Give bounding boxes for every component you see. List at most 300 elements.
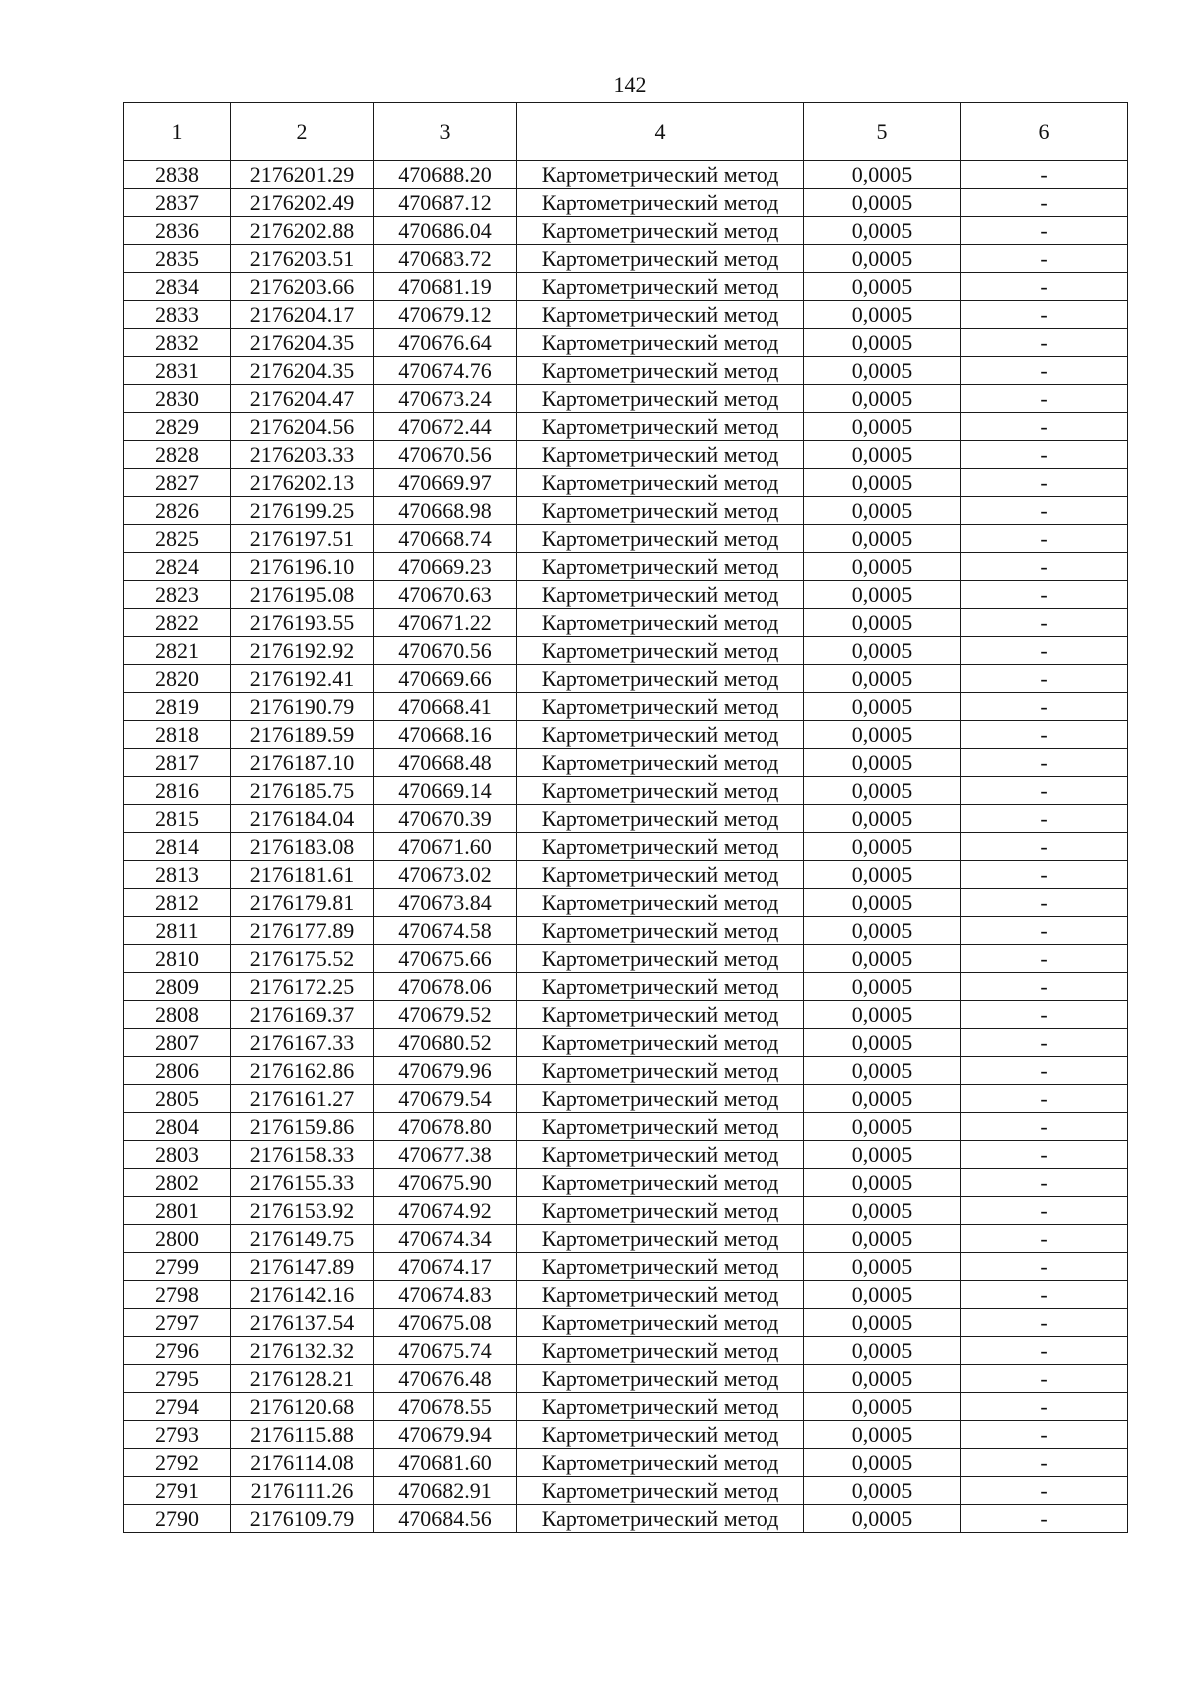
table-row [124, 973, 1128, 1001]
accuracy-cell: 0,0005 [804, 1393, 961, 1421]
accuracy-cell: 0,0005 [804, 329, 961, 357]
note-cell: - [961, 721, 1128, 749]
x-coordinate-cell: 2176204.35 [231, 357, 374, 385]
point-number-cell: 2837 [124, 189, 231, 217]
point-number-cell: 2824 [124, 553, 231, 581]
table-row [124, 693, 1128, 721]
note-cell: - [961, 1001, 1128, 1029]
y-coordinate-cell: 470668.16 [374, 721, 517, 749]
point-number-cell: 2790 [124, 1505, 231, 1533]
table-header [124, 103, 1128, 161]
table-row [124, 917, 1128, 945]
x-coordinate-cell: 2176193.55 [231, 609, 374, 637]
y-coordinate-cell: 470679.54 [374, 1085, 517, 1113]
coordinates-table [123, 102, 1128, 1533]
y-coordinate-cell: 470679.94 [374, 1421, 517, 1449]
note-cell: - [961, 189, 1128, 217]
x-coordinate-cell: 2176155.33 [231, 1169, 374, 1197]
x-coordinate-cell: 2176158.33 [231, 1141, 374, 1169]
accuracy-cell: 0,0005 [804, 1001, 961, 1029]
method-cell: Картометрический метод [517, 1057, 804, 1085]
table-row [124, 1029, 1128, 1057]
method-cell: Картометрический метод [517, 1029, 804, 1057]
y-coordinate-cell: 470687.12 [374, 189, 517, 217]
accuracy-cell: 0,0005 [804, 1113, 961, 1141]
accuracy-cell: 0,0005 [804, 721, 961, 749]
table-row [124, 1169, 1128, 1197]
point-number-cell: 2791 [124, 1477, 231, 1505]
column-header-6: 6 [961, 103, 1128, 161]
accuracy-cell: 0,0005 [804, 385, 961, 413]
method-cell: Картометрический метод [517, 1337, 804, 1365]
y-coordinate-cell: 470676.48 [374, 1365, 517, 1393]
table-row [124, 637, 1128, 665]
x-coordinate-cell: 2176203.66 [231, 273, 374, 301]
note-cell: - [961, 1449, 1128, 1477]
note-cell: - [961, 1057, 1128, 1085]
y-coordinate-cell: 470682.91 [374, 1477, 517, 1505]
table-row [124, 441, 1128, 469]
note-cell: - [961, 749, 1128, 777]
accuracy-cell: 0,0005 [804, 1253, 961, 1281]
point-number-cell: 2833 [124, 301, 231, 329]
method-cell: Картометрический метод [517, 1505, 804, 1533]
accuracy-cell: 0,0005 [804, 609, 961, 637]
x-coordinate-cell: 2176153.92 [231, 1197, 374, 1225]
point-number-cell: 2815 [124, 805, 231, 833]
accuracy-cell: 0,0005 [804, 861, 961, 889]
note-cell: - [961, 833, 1128, 861]
table-row [124, 1253, 1128, 1281]
y-coordinate-cell: 470677.38 [374, 1141, 517, 1169]
note-cell: - [961, 385, 1128, 413]
table-row [124, 609, 1128, 637]
header-row [124, 103, 1128, 161]
note-cell: - [961, 777, 1128, 805]
method-cell: Картометрический метод [517, 637, 804, 665]
x-coordinate-cell: 2176196.10 [231, 553, 374, 581]
method-cell: Картометрический метод [517, 469, 804, 497]
y-coordinate-cell: 470678.06 [374, 973, 517, 1001]
x-coordinate-cell: 2176162.86 [231, 1057, 374, 1085]
accuracy-cell: 0,0005 [804, 553, 961, 581]
method-cell: Картометрический метод [517, 1113, 804, 1141]
method-cell: Картометрический метод [517, 301, 804, 329]
accuracy-cell: 0,0005 [804, 1141, 961, 1169]
note-cell: - [961, 973, 1128, 1001]
column-header-3: 3 [374, 103, 517, 161]
point-number-cell: 2825 [124, 525, 231, 553]
note-cell: - [961, 609, 1128, 637]
note-cell: - [961, 1477, 1128, 1505]
method-cell: Картометрический метод [517, 1253, 804, 1281]
y-coordinate-cell: 470688.20 [374, 161, 517, 189]
note-cell: - [961, 889, 1128, 917]
table-row [124, 245, 1128, 273]
note-cell: - [961, 273, 1128, 301]
x-coordinate-cell: 2176132.32 [231, 1337, 374, 1365]
note-cell: - [961, 1197, 1128, 1225]
point-number-cell: 2817 [124, 749, 231, 777]
point-number-cell: 2811 [124, 917, 231, 945]
column-header-5: 5 [804, 103, 961, 161]
table-row [124, 1505, 1128, 1533]
table-row [124, 1001, 1128, 1029]
x-coordinate-cell: 2176167.33 [231, 1029, 374, 1057]
column-header-2: 2 [231, 103, 374, 161]
table-row [124, 1337, 1128, 1365]
accuracy-cell: 0,0005 [804, 1421, 961, 1449]
method-cell: Картометрический метод [517, 497, 804, 525]
accuracy-cell: 0,0005 [804, 889, 961, 917]
point-number-cell: 2808 [124, 1001, 231, 1029]
method-cell: Картометрический метод [517, 217, 804, 245]
table-row [124, 721, 1128, 749]
accuracy-cell: 0,0005 [804, 1085, 961, 1113]
point-number-cell: 2795 [124, 1365, 231, 1393]
accuracy-cell: 0,0005 [804, 637, 961, 665]
point-number-cell: 2800 [124, 1225, 231, 1253]
point-number-cell: 2801 [124, 1197, 231, 1225]
point-number-cell: 2814 [124, 833, 231, 861]
y-coordinate-cell: 470668.41 [374, 693, 517, 721]
x-coordinate-cell: 2176203.33 [231, 441, 374, 469]
note-cell: - [961, 525, 1128, 553]
accuracy-cell: 0,0005 [804, 1337, 961, 1365]
method-cell: Картометрический метод [517, 945, 804, 973]
point-number-cell: 2816 [124, 777, 231, 805]
accuracy-cell: 0,0005 [804, 161, 961, 189]
page-number: 142 [613, 72, 647, 97]
table-row [124, 777, 1128, 805]
point-number-cell: 2794 [124, 1393, 231, 1421]
method-cell: Картометрический метод [517, 665, 804, 693]
x-coordinate-cell: 2176204.35 [231, 329, 374, 357]
method-cell: Картометрический метод [517, 917, 804, 945]
y-coordinate-cell: 470679.96 [374, 1057, 517, 1085]
x-coordinate-cell: 2176197.51 [231, 525, 374, 553]
accuracy-cell: 0,0005 [804, 1365, 961, 1393]
note-cell: - [961, 469, 1128, 497]
table-row [124, 469, 1128, 497]
y-coordinate-cell: 470674.17 [374, 1253, 517, 1281]
point-number-cell: 2834 [124, 273, 231, 301]
table-row [124, 945, 1128, 973]
method-cell: Картометрический метод [517, 1169, 804, 1197]
table-row [124, 525, 1128, 553]
note-cell: - [961, 1309, 1128, 1337]
method-cell: Картометрический метод [517, 973, 804, 1001]
method-cell: Картометрический метод [517, 189, 804, 217]
y-coordinate-cell: 470671.60 [374, 833, 517, 861]
y-coordinate-cell: 470674.76 [374, 357, 517, 385]
method-cell: Картометрический метод [517, 1393, 804, 1421]
method-cell: Картометрический метод [517, 525, 804, 553]
x-coordinate-cell: 2176199.25 [231, 497, 374, 525]
table-row [124, 553, 1128, 581]
x-coordinate-cell: 2176192.92 [231, 637, 374, 665]
x-coordinate-cell: 2176114.08 [231, 1449, 374, 1477]
table-row [124, 1057, 1128, 1085]
x-coordinate-cell: 2176204.56 [231, 413, 374, 441]
y-coordinate-cell: 470668.74 [374, 525, 517, 553]
point-number-cell: 2823 [124, 581, 231, 609]
y-coordinate-cell: 470674.83 [374, 1281, 517, 1309]
point-number-cell: 2809 [124, 973, 231, 1001]
method-cell: Картометрический метод [517, 245, 804, 273]
point-number-cell: 2793 [124, 1421, 231, 1449]
table-body [124, 161, 1128, 1533]
y-coordinate-cell: 470669.66 [374, 665, 517, 693]
method-cell: Картометрический метод [517, 1001, 804, 1029]
table-row [124, 1421, 1128, 1449]
point-number-cell: 2829 [124, 413, 231, 441]
method-cell: Картометрический метод [517, 161, 804, 189]
point-number-cell: 2831 [124, 357, 231, 385]
note-cell: - [961, 1337, 1128, 1365]
method-cell: Картометрический метод [517, 1449, 804, 1477]
table-row [124, 497, 1128, 525]
point-number-cell: 2810 [124, 945, 231, 973]
method-cell: Картометрический метод [517, 721, 804, 749]
accuracy-cell: 0,0005 [804, 805, 961, 833]
accuracy-cell: 0,0005 [804, 301, 961, 329]
point-number-cell: 2799 [124, 1253, 231, 1281]
method-cell: Картометрический метод [517, 1309, 804, 1337]
y-coordinate-cell: 470674.92 [374, 1197, 517, 1225]
y-coordinate-cell: 470673.02 [374, 861, 517, 889]
accuracy-cell: 0,0005 [804, 973, 961, 1001]
method-cell: Картометрический метод [517, 329, 804, 357]
table-row [124, 665, 1128, 693]
note-cell: - [961, 1141, 1128, 1169]
point-number-cell: 2818 [124, 721, 231, 749]
note-cell: - [961, 1393, 1128, 1421]
method-cell: Картометрический метод [517, 581, 804, 609]
x-coordinate-cell: 2176202.88 [231, 217, 374, 245]
x-coordinate-cell: 2176195.08 [231, 581, 374, 609]
method-cell: Картометрический метод [517, 749, 804, 777]
method-cell: Картометрический метод [517, 1085, 804, 1113]
x-coordinate-cell: 2176190.79 [231, 693, 374, 721]
point-number-cell: 2838 [124, 161, 231, 189]
x-coordinate-cell: 2176183.08 [231, 833, 374, 861]
accuracy-cell: 0,0005 [804, 833, 961, 861]
accuracy-cell: 0,0005 [804, 1197, 961, 1225]
x-coordinate-cell: 2176179.81 [231, 889, 374, 917]
accuracy-cell: 0,0005 [804, 245, 961, 273]
accuracy-cell: 0,0005 [804, 693, 961, 721]
point-number-cell: 2797 [124, 1309, 231, 1337]
accuracy-cell: 0,0005 [804, 1281, 961, 1309]
table-row [124, 1197, 1128, 1225]
table-row [124, 1477, 1128, 1505]
table-row [124, 889, 1128, 917]
note-cell: - [961, 441, 1128, 469]
method-cell: Картометрический метод [517, 553, 804, 581]
y-coordinate-cell: 470675.08 [374, 1309, 517, 1337]
point-number-cell: 2828 [124, 441, 231, 469]
table-row [124, 1449, 1128, 1477]
note-cell: - [961, 497, 1128, 525]
y-coordinate-cell: 470669.14 [374, 777, 517, 805]
accuracy-cell: 0,0005 [804, 1309, 961, 1337]
method-cell: Картометрический метод [517, 861, 804, 889]
method-cell: Картометрический метод [517, 805, 804, 833]
point-number-cell: 2796 [124, 1337, 231, 1365]
table-row [124, 385, 1128, 413]
y-coordinate-cell: 470683.72 [374, 245, 517, 273]
note-cell: - [961, 1253, 1128, 1281]
note-cell: - [961, 665, 1128, 693]
point-number-cell: 2822 [124, 609, 231, 637]
y-coordinate-cell: 470678.55 [374, 1393, 517, 1421]
point-number-cell: 2821 [124, 637, 231, 665]
y-coordinate-cell: 470675.74 [374, 1337, 517, 1365]
note-cell: - [961, 1225, 1128, 1253]
method-cell: Картометрический метод [517, 777, 804, 805]
y-coordinate-cell: 470668.98 [374, 497, 517, 525]
x-coordinate-cell: 2176184.04 [231, 805, 374, 833]
table-row [124, 1393, 1128, 1421]
method-cell: Картометрический метод [517, 441, 804, 469]
accuracy-cell: 0,0005 [804, 1057, 961, 1085]
note-cell: - [961, 1365, 1128, 1393]
x-coordinate-cell: 2176204.47 [231, 385, 374, 413]
y-coordinate-cell: 470681.60 [374, 1449, 517, 1477]
table-row [124, 1281, 1128, 1309]
note-cell: - [961, 1113, 1128, 1141]
accuracy-cell: 0,0005 [804, 273, 961, 301]
y-coordinate-cell: 470669.97 [374, 469, 517, 497]
column-header-4: 4 [517, 103, 804, 161]
y-coordinate-cell: 470684.56 [374, 1505, 517, 1533]
x-coordinate-cell: 2176128.21 [231, 1365, 374, 1393]
method-cell: Картометрический метод [517, 1281, 804, 1309]
x-coordinate-cell: 2176204.17 [231, 301, 374, 329]
table-row [124, 161, 1128, 189]
point-number-cell: 2819 [124, 693, 231, 721]
x-coordinate-cell: 2176187.10 [231, 749, 374, 777]
y-coordinate-cell: 470675.66 [374, 945, 517, 973]
note-cell: - [961, 553, 1128, 581]
accuracy-cell: 0,0005 [804, 1225, 961, 1253]
method-cell: Картометрический метод [517, 357, 804, 385]
y-coordinate-cell: 470679.12 [374, 301, 517, 329]
x-coordinate-cell: 2176169.37 [231, 1001, 374, 1029]
note-cell: - [961, 637, 1128, 665]
y-coordinate-cell: 470671.22 [374, 609, 517, 637]
method-cell: Картометрический метод [517, 1421, 804, 1449]
accuracy-cell: 0,0005 [804, 665, 961, 693]
point-number-cell: 2820 [124, 665, 231, 693]
accuracy-cell: 0,0005 [804, 189, 961, 217]
method-cell: Картометрический метод [517, 385, 804, 413]
method-cell: Картометрический метод [517, 889, 804, 917]
accuracy-cell: 0,0005 [804, 777, 961, 805]
point-number-cell: 2798 [124, 1281, 231, 1309]
point-number-cell: 2806 [124, 1057, 231, 1085]
point-number-cell: 2830 [124, 385, 231, 413]
accuracy-cell: 0,0005 [804, 1477, 961, 1505]
y-coordinate-cell: 470670.56 [374, 637, 517, 665]
y-coordinate-cell: 470680.52 [374, 1029, 517, 1057]
accuracy-cell: 0,0005 [804, 413, 961, 441]
x-coordinate-cell: 2176172.25 [231, 973, 374, 1001]
x-coordinate-cell: 2176159.86 [231, 1113, 374, 1141]
point-number-cell: 2805 [124, 1085, 231, 1113]
x-coordinate-cell: 2176147.89 [231, 1253, 374, 1281]
note-cell: - [961, 1169, 1128, 1197]
y-coordinate-cell: 470678.80 [374, 1113, 517, 1141]
accuracy-cell: 0,0005 [804, 1169, 961, 1197]
accuracy-cell: 0,0005 [804, 357, 961, 385]
method-cell: Картометрический метод [517, 1477, 804, 1505]
table-row [124, 1365, 1128, 1393]
x-coordinate-cell: 2176149.75 [231, 1225, 374, 1253]
x-coordinate-cell: 2176161.27 [231, 1085, 374, 1113]
table-row [124, 273, 1128, 301]
point-number-cell: 2835 [124, 245, 231, 273]
y-coordinate-cell: 470674.58 [374, 917, 517, 945]
note-cell: - [961, 1085, 1128, 1113]
method-cell: Картометрический метод [517, 1141, 804, 1169]
y-coordinate-cell: 470668.48 [374, 749, 517, 777]
method-cell: Картометрический метод [517, 609, 804, 637]
point-number-cell: 2803 [124, 1141, 231, 1169]
accuracy-cell: 0,0005 [804, 497, 961, 525]
y-coordinate-cell: 470670.63 [374, 581, 517, 609]
accuracy-cell: 0,0005 [804, 917, 961, 945]
table-row [124, 1141, 1128, 1169]
column-header-1: 1 [124, 103, 231, 161]
x-coordinate-cell: 2176181.61 [231, 861, 374, 889]
accuracy-cell: 0,0005 [804, 945, 961, 973]
accuracy-cell: 0,0005 [804, 1449, 961, 1477]
note-cell: - [961, 1505, 1128, 1533]
x-coordinate-cell: 2176203.51 [231, 245, 374, 273]
note-cell: - [961, 581, 1128, 609]
x-coordinate-cell: 2176111.26 [231, 1477, 374, 1505]
x-coordinate-cell: 2176202.49 [231, 189, 374, 217]
method-cell: Картометрический метод [517, 413, 804, 441]
note-cell: - [961, 1421, 1128, 1449]
y-coordinate-cell: 470679.52 [374, 1001, 517, 1029]
accuracy-cell: 0,0005 [804, 749, 961, 777]
point-number-cell: 2832 [124, 329, 231, 357]
x-coordinate-cell: 2176109.79 [231, 1505, 374, 1533]
point-number-cell: 2812 [124, 889, 231, 917]
x-coordinate-cell: 2176137.54 [231, 1309, 374, 1337]
y-coordinate-cell: 470675.90 [374, 1169, 517, 1197]
point-number-cell: 2807 [124, 1029, 231, 1057]
y-coordinate-cell: 470670.39 [374, 805, 517, 833]
x-coordinate-cell: 2176202.13 [231, 469, 374, 497]
note-cell: - [961, 301, 1128, 329]
method-cell: Картометрический метод [517, 1197, 804, 1225]
x-coordinate-cell: 2176201.29 [231, 161, 374, 189]
table-row [124, 217, 1128, 245]
note-cell: - [961, 217, 1128, 245]
y-coordinate-cell: 470674.34 [374, 1225, 517, 1253]
y-coordinate-cell: 470672.44 [374, 413, 517, 441]
table-row [124, 861, 1128, 889]
y-coordinate-cell: 470676.64 [374, 329, 517, 357]
point-number-cell: 2836 [124, 217, 231, 245]
x-coordinate-cell: 2176189.59 [231, 721, 374, 749]
y-coordinate-cell: 470669.23 [374, 553, 517, 581]
point-number-cell: 2813 [124, 861, 231, 889]
